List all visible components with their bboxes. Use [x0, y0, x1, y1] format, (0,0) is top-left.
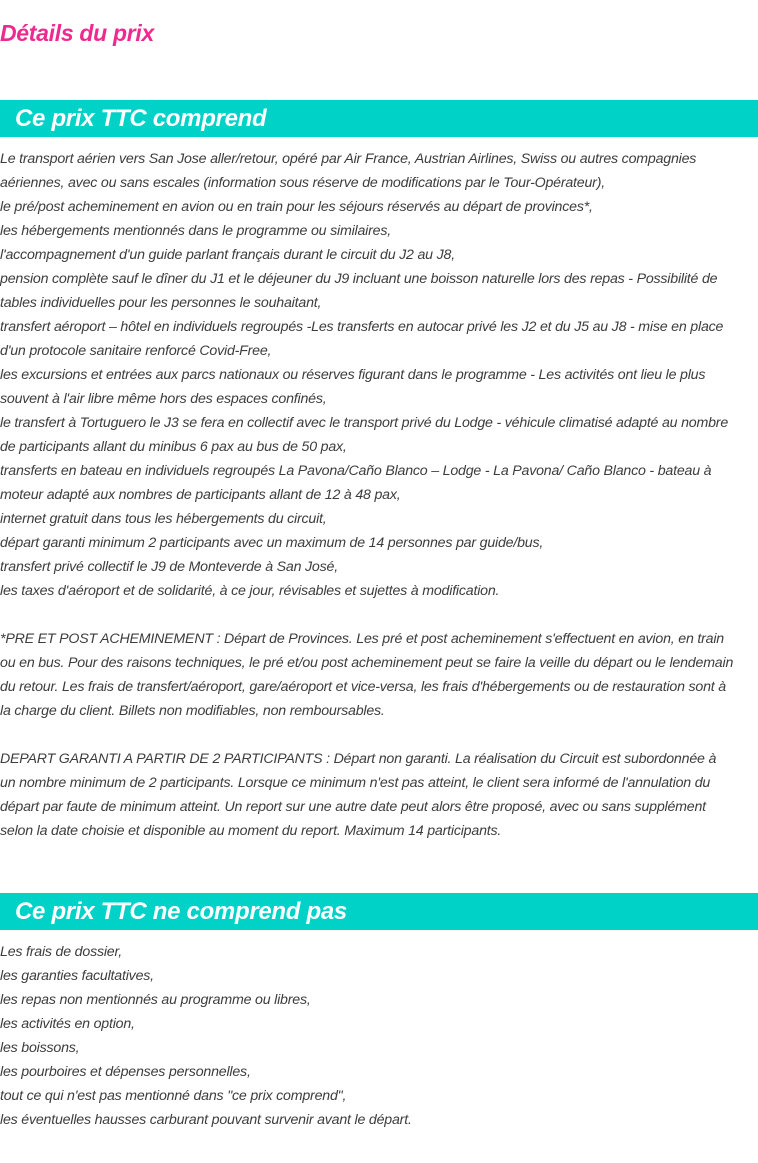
included-list-line: départ garanti minimum 2 participants avec un maximum de 14 personnes par guide/bus, — [0, 535, 544, 551]
included-list-line: tables individuelles pour les personnes le souhaitant, — [0, 295, 322, 311]
pre-post-note-line: du retour. Les frais de transfert/aéroport, gare/aéroport et vice-versa, les frais d'hébergements ou de restauration sont à — [0, 679, 726, 695]
page-title: Détails du prix — [0, 20, 154, 46]
included-list-line: l'accompagnement d'un guide parlant français durant le circuit du J2 au J8, — [0, 247, 455, 263]
included-list-line: les hébergements mentionnés dans le programme ou similaires, — [0, 223, 391, 239]
pre-post-note-line: *PRE ET POST ACHEMINEMENT : Départ de Provinces. Les pré et post acheminement s'effectuent en avion, en train — [0, 631, 724, 647]
included-list-line: le pré/post acheminement en avion ou en train pour les séjours réservés au départ de provinces*, — [0, 199, 593, 215]
excluded-list-line: les activités en option, — [0, 1016, 135, 1032]
excluded-list-line: tout ce qui n'est pas mentionné dans "ce prix comprend", — [0, 1088, 347, 1104]
included-list-line: de participants allant du minibus 6 pax au bus de 50 pax, — [0, 439, 347, 455]
included-list-line: transfert aéroport – hôtel en individuels regroupés -Les transferts en autocar privé les J2 et du J5 au J8 - mise en place — [0, 319, 724, 335]
guaranteed-departure-note-line: selon la date choisie et disponible au moment du report. Maximum 14 participants. — [0, 823, 502, 839]
included-list-line: aériennes, avec ou sans escales (information sous réserve de modifications par le Tour-Opérateur), — [0, 175, 605, 191]
excluded-list-line: les garanties facultatives, — [0, 968, 154, 984]
included-list-line: moteur adapté aux nombres de participants allant de 12 à 48 pax, — [0, 487, 401, 503]
excluded-list-line: les éventuelles hausses carburant pouvant survenir avant le départ. — [0, 1112, 412, 1128]
included-list-line: transferts en bateau en individuels regroupés La Pavona/Caño Blanco – Lodge - La Pavona/ Caño Blanco - bateau à — [0, 463, 712, 479]
included-list-line: pension complète sauf le dîner du J1 et le déjeuner du J9 incluant une boisson naturelle lors des repas - Possibilité de — [0, 271, 718, 287]
included-list-line: Le transport aérien vers San Jose aller/retour, opéré par Air France, Austrian Airlines, Swiss ou autres compagnies — [0, 151, 697, 167]
guaranteed-departure-note-line: départ par faute de minimum atteint. Un report sur une autre date peut alors être proposé, avec ou sans supplément — [0, 799, 706, 815]
excluded-list-line: Les frais de dossier, — [0, 944, 122, 960]
included-list-line: le transfert à Tortuguero le J3 se fera en collectif avec le transport privé du Lodge - véhicule climatisé adapté au nombre — [0, 415, 729, 431]
included-list-line: transfert privé collectif le J9 de Monteverde à San José, — [0, 559, 338, 575]
included-list-line: souvent à l'air libre même hors des espaces confinés, — [0, 391, 327, 407]
included-list-line: les excursions et entrées aux parcs nationaux ou réserves figurant dans le programme - Les activités ont lieu le plus — [0, 367, 706, 383]
excluded-list-line: les repas non mentionnés au programme ou libres, — [0, 992, 311, 1008]
included-list-line: internet gratuit dans tous les hébergements du circuit, — [0, 511, 327, 527]
excluded-list-line: les boissons, — [0, 1040, 80, 1056]
included-section-header: Ce prix TTC comprend — [0, 100, 758, 137]
excluded-section-header: Ce prix TTC ne comprend pas — [0, 893, 758, 930]
included-list-line: les taxes d'aéroport et de solidarité, à ce jour, révisables et sujettes à modification. — [0, 583, 500, 599]
excluded-list-line: les pourboires et dépenses personnelles, — [0, 1064, 251, 1080]
included-list-line: d'un protocole sanitaire renforcé Covid-Free, — [0, 343, 272, 359]
guaranteed-departure-note-line: un nombre minimum de 2 participants. Lorsque ce minimum n'est pas atteint, le client sera informé de l'annulation du — [0, 775, 711, 791]
guaranteed-departure-note-line: DEPART GARANTI A PARTIR DE 2 PARTICIPANTS : Départ non garanti. La réalisation du Circuit est subordonnée à — [0, 751, 717, 767]
pre-post-note-line: la charge du client. Billets non modifiables, non remboursables. — [0, 703, 385, 719]
pre-post-note-line: ou en bus. Pour des raisons techniques, le pré et/ou post acheminement peut se faire la veille du départ ou le lendemain — [0, 655, 734, 671]
